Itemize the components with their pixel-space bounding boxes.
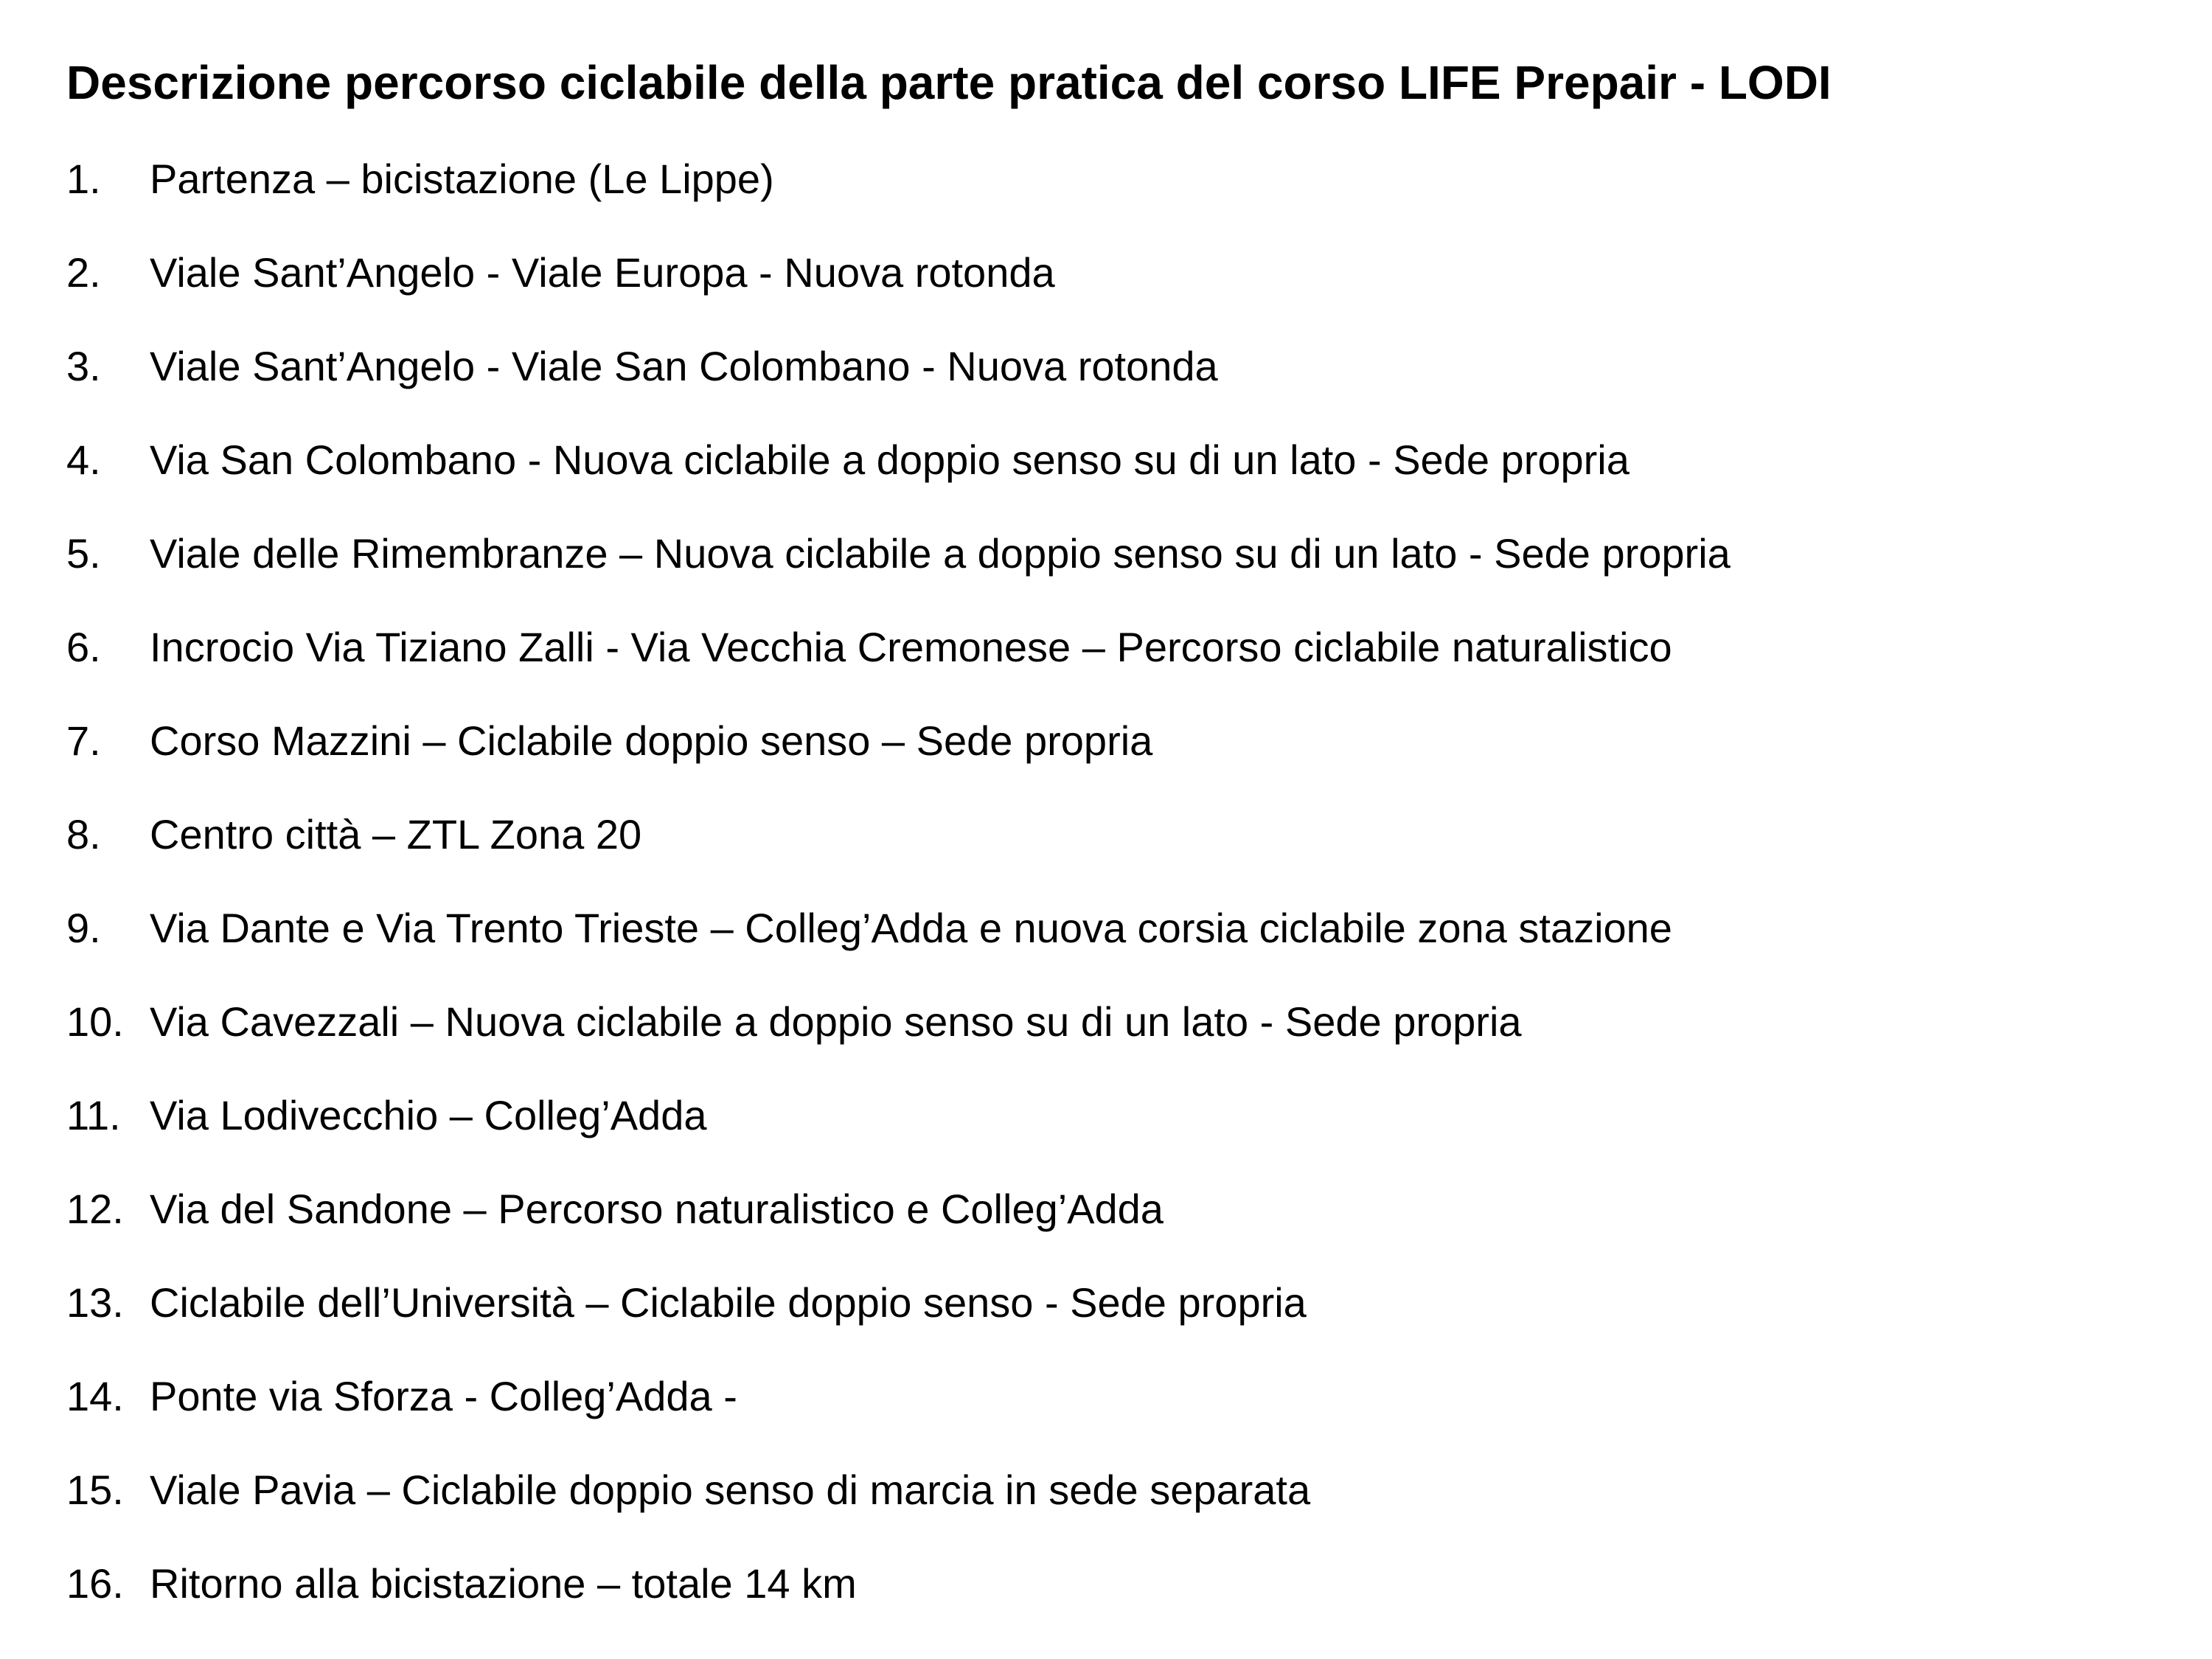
- list-item: [66, 1464, 1731, 1557]
- list-item-number: 12.: [66, 1186, 124, 1232]
- list-item-number: 7.: [66, 717, 101, 764]
- list-item-number: 9.: [66, 905, 101, 951]
- list-item: [66, 714, 1731, 808]
- list-item-text: Viale delle Rimembranze – Nuova ciclabile a doppio senso su di un lato - Sede propria: [150, 530, 1731, 577]
- list-item: [66, 1370, 1731, 1464]
- list-item-text: Corso Mazzini – Ciclabile doppio senso – Sede propria: [150, 717, 1153, 764]
- list-item-text: Via del Sandone – Percorso naturalistico e Colleg’Adda: [150, 1186, 1164, 1232]
- list-item-number: 13.: [66, 1279, 124, 1326]
- list-item-number: 5.: [66, 530, 101, 577]
- list-item: [66, 1183, 1731, 1276]
- list-item-text: Incrocio Via Tiziano Zalli - Via Vecchia Cremonese – Percorso ciclabile naturalistico: [150, 624, 1672, 670]
- list-item-text: Via Dante e Via Trento Trieste – Colleg’Adda e nuova corsia ciclabile zona stazione: [150, 905, 1672, 951]
- list-item-number: 3.: [66, 343, 101, 389]
- list-item: [66, 1276, 1731, 1370]
- list-item-number: 2.: [66, 249, 101, 296]
- page-title: Descrizione percorso ciclabile della parte pratica del corso LIFE Prepair - LODI: [66, 56, 1832, 109]
- route-list: [66, 153, 1731, 1651]
- list-item: [66, 153, 1731, 246]
- list-item: [66, 1089, 1731, 1183]
- list-item-text: Viale Sant’Angelo - Viale Europa - Nuova rotonda: [150, 249, 1055, 296]
- list-item-text: Viale Pavia – Ciclabile doppio senso di marcia in sede separata: [150, 1467, 1311, 1513]
- list-item-text: Via Lodivecchio – Colleg’Adda: [150, 1092, 707, 1138]
- list-item-number: 16.: [66, 1560, 124, 1607]
- list-item-text: Ciclabile dell’Università – Ciclabile doppio senso - Sede propria: [150, 1279, 1307, 1326]
- list-item: [66, 246, 1731, 340]
- list-item-text: Via Cavezzali – Nuova ciclabile a doppio senso su di un lato - Sede propria: [150, 998, 1522, 1045]
- list-item-number: 8.: [66, 811, 101, 858]
- list-item-text: Ritorno alla bicistazione – totale 14 km: [150, 1560, 857, 1607]
- list-item: [66, 340, 1731, 434]
- list-item: [66, 902, 1731, 995]
- list-item-text: Centro città – ZTL Zona 20: [150, 811, 642, 858]
- list-item-text: Partenza – bicistazione (Le Lippe): [150, 156, 774, 202]
- list-item-number: 1.: [66, 156, 101, 202]
- list-item: [66, 621, 1731, 714]
- list-item-text: Ponte via Sforza - Colleg’Adda -: [150, 1373, 737, 1419]
- list-item-number: 10.: [66, 998, 124, 1045]
- list-item-number: 14.: [66, 1373, 124, 1419]
- list-item-text: Viale Sant’Angelo - Viale San Colombano - Nuova rotonda: [150, 343, 1218, 389]
- list-item: [66, 1557, 1731, 1651]
- list-item-text: Via San Colombano - Nuova ciclabile a doppio senso su di un lato - Sede propria: [150, 437, 1630, 483]
- list-item: [66, 527, 1731, 621]
- list-item: [66, 995, 1731, 1089]
- list-item-number: 4.: [66, 437, 101, 483]
- list-item-number: 15.: [66, 1467, 124, 1513]
- list-item-number: 11.: [66, 1092, 121, 1138]
- list-item: [66, 434, 1731, 527]
- list-item-number: 6.: [66, 624, 101, 670]
- list-item: [66, 808, 1731, 902]
